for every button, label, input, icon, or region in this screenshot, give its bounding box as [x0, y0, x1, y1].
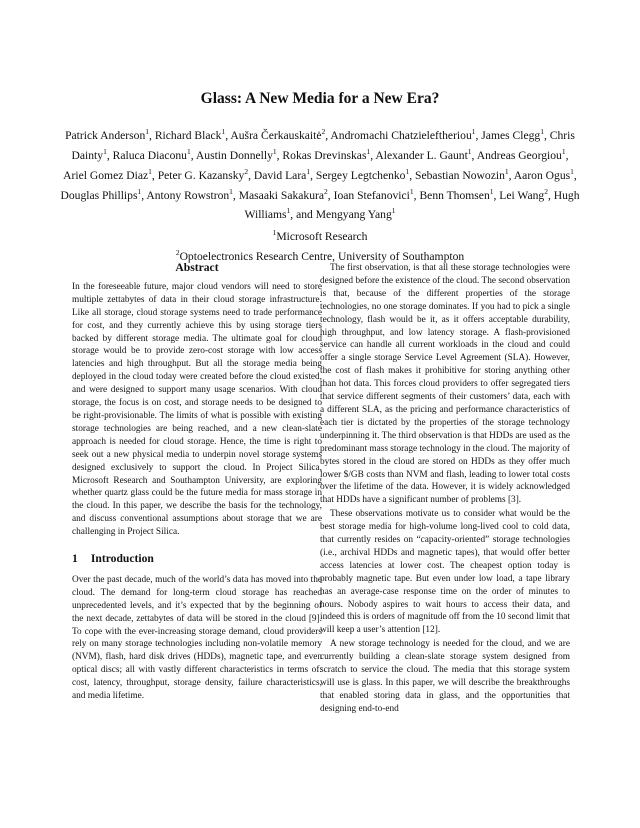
author-separator: , — [543, 128, 550, 142]
author-separator: , — [573, 168, 577, 182]
author-affiliation-marker: 1 — [366, 146, 371, 156]
author-affiliation-marker: 1 — [504, 166, 509, 176]
author-separator: , — [106, 148, 113, 162]
author-separator: , — [225, 128, 231, 142]
author-affiliation-marker: 1 — [286, 206, 291, 216]
author-name: Aaron Ogus — [513, 168, 571, 182]
affiliation-number: 2 — [175, 247, 180, 257]
author-affiliation-marker: 1 — [405, 166, 410, 176]
author-separator: , — [151, 168, 158, 182]
author-separator: , — [325, 128, 331, 142]
author-name: Mengyang Yang — [315, 208, 392, 222]
author-name: Peter G. Kazansky — [157, 168, 245, 182]
author-name: Andromachi Chatzieleftheriou — [330, 128, 472, 142]
author-name: Douglas Phillips — [60, 188, 138, 202]
author-affiliation-marker: 1 — [103, 146, 107, 156]
author-name: David Lara — [253, 168, 307, 182]
author-separator: , — [327, 188, 334, 202]
author-separator: , — [413, 188, 420, 202]
author-list — [60, 124, 580, 223]
author-separator: , — [248, 168, 254, 182]
author-affiliation-marker: 1 — [489, 186, 494, 196]
author-name: Lei Wang — [499, 188, 545, 202]
section-title: Introduction — [90, 552, 154, 566]
author-name: Sergey Legtchenko — [315, 168, 406, 182]
author-name: Alexander L. Gaunt — [375, 148, 468, 162]
author-separator: , — [409, 168, 416, 182]
author-name: Aušra Čerkauskaitė — [230, 128, 322, 142]
body-paragraph: A new storage technology is needed for the cloud, and we are currently building a clean-slate storage system designed from scratch to service the cloud. The media that this storage system will use is glass. In this paper, we will describe the breakthroughs that enabled storing data in glass, and the opportunities that designing end-to-end — [320, 639, 570, 714]
introduction-heading — [72, 553, 322, 566]
author-separator: , — [310, 168, 316, 182]
author-name: Ariel Gomez Diaz — [63, 168, 149, 182]
author-name: Chris Dainty — [71, 128, 575, 162]
author-affiliation-marker: 1 — [137, 186, 142, 196]
author-affiliation-marker: 1 — [471, 127, 476, 136]
author-affiliation-marker: 1 — [221, 127, 226, 136]
affiliation-name: Microsoft Research — [276, 229, 368, 243]
author-affiliation-marker: 1 — [570, 166, 574, 176]
affiliation-list — [60, 225, 580, 265]
author-separator: , — [370, 148, 376, 162]
author-affiliation-marker: 2 — [324, 186, 328, 196]
author-separator: , — [276, 148, 283, 162]
section-number: 1 — [72, 552, 78, 566]
author-affiliation-marker: 1 — [467, 146, 472, 156]
author-separator: , — [149, 128, 155, 142]
abstract-text: In the foreseeable future, major cloud vendors will need to store multiple zettabytes of data in their cloud storage infrastructure. Like all storage, cloud storage systems need to trade performance for cost, and they currently achieve this by using storage tiers backed by different storage media. The ultimate goal for cloud storage would be to provide zero-cost storage with low access latencies and high throughput. But all the storage media being deployed in the cloud today were created before the cloud existed, and were designed to support many usage scenarios. With cloud storage, the focus is on cost, and storage needs to be designed to be right-provisionable. The limits of what is possible with existing storage technologies are being reached, and a new clean-slate approach is needed for cloud storage. Hence, the time is right to seek out a new physical media to underpin novel storage systems designed exclusively to support the cloud. In Project Silica, Microsoft Research and Southampton University, are exploring whether quartz glass could be the future media for mass storage in the cloud. In this paper, we describe the basis for the technology, and discuss conventional assumptions about storage that we are challenging in Project Silica. — [72, 281, 322, 538]
author-separator: , — [141, 188, 147, 202]
author-affiliation-marker: 1 — [186, 146, 191, 156]
author-name: Sebastian Nowozin — [415, 168, 505, 182]
author-affiliation-marker: 1 — [391, 206, 396, 216]
author-affiliation-marker: 1 — [145, 127, 150, 136]
author-separator: , — [475, 128, 482, 142]
author-affiliation-marker: 1 — [148, 166, 152, 176]
author-name: James Clegg — [481, 128, 541, 142]
author-separator: , — [493, 188, 500, 202]
author-affiliation-marker: 1 — [272, 146, 277, 156]
left-column — [72, 262, 322, 703]
author-name: Benn Thomsen — [419, 188, 490, 202]
abstract-heading: Abstract — [175, 261, 219, 274]
body-paragraph: The first observation, is that all these storage technologies were designed before the existence of the cloud. The second observation is that, because of the different properties of the storage technologies, no one storage dominates. If you had to pick a single technology, flash would be it, as it offers acceptable durability, high throughput, and low latency storage. A flash-provisioned service can handle all current workloads in the cloud and could offer a single storage Service Level Agreement (SLA). However, the cost of flash makes it prohibitive for storing anything other than hot data. This forces cloud providers to offer segregated tiers that service different segments of their customers’ data, each with a different SLA, as the pricing and performance characteristics of each tier is dictated by the properties of the storage technology underpinning it. The third observation is that HDDs are used as the predominant mass storage technology in the cloud. The majority of bytes stored in the cloud are stored on HDDs as they offer much lower $/GB costs than NVM and flash, leading to lower total costs over the lifetime of the data. However, it is widely acknowledged that HDDs have a significant number of problems [3]. — [320, 263, 570, 506]
author-name: Raluca Diaconu — [112, 148, 187, 162]
author-name: Austin Donnelly — [195, 148, 273, 162]
paper-title: Glass: A New Media for a New Era? — [200, 90, 440, 107]
author-affiliation-marker: 1 — [409, 186, 414, 196]
author-affiliation-marker: 2 — [244, 166, 249, 176]
author-affiliation-marker: 2 — [544, 186, 548, 196]
author-affiliation-marker: 1 — [229, 186, 233, 196]
author-separator: , — [190, 148, 196, 162]
author-name: Ioan Stefanovici — [333, 188, 410, 202]
author-name: Antony Rowstron — [146, 188, 230, 202]
affiliation — [60, 225, 580, 245]
author-affiliation-marker: 2 — [321, 127, 326, 136]
author-affiliation-marker: 1 — [306, 166, 311, 176]
author-separator: , — [565, 148, 569, 162]
author-name: Masaaki Sakakura — [238, 188, 325, 202]
author-name: Hugh Williams — [244, 188, 580, 222]
author-name: Andreas Georgiou — [476, 148, 562, 162]
author-separator: , — [471, 148, 477, 162]
author-affiliation-marker: 1 — [540, 127, 544, 136]
author-separator: , — [232, 188, 239, 202]
author-name: Rokas Drevinskas — [282, 148, 367, 162]
affiliation-name: Optoelectronics Research Centre, University of Southampton — [179, 249, 465, 263]
author-name: Richard Black — [154, 128, 222, 142]
right-column — [320, 262, 570, 716]
introduction-paragraph-1: Over the past decade, much of the world’s data has moved into the cloud. The demand for long-term cloud storage has reached unprecedented levels, and it’s expected that by the beginning of the next decade, zettabytes of data will be stored in the cloud [9]. To cope with the ever-increasing storage demand, cloud providers rely on many storage technologies including non-volatile memory (NVM), flash, hard disk drives (HDDs), magnetic tape, and even optical discs; all with vastly different characteristics in terms of: cost, latency, throughput, storage density, failure characteristics, and media lifetime. — [72, 574, 322, 702]
author-name: Patrick Anderson — [65, 128, 146, 142]
affiliation-number: 1 — [272, 228, 277, 237]
author-separator: , — [508, 168, 514, 182]
author-separator: , and — [290, 208, 316, 222]
body-paragraph: These observations motivate us to consider what would be the best storage media for high-volume long-lived cool to cold data, that currently resides on “capacity-oriented” storage technologies (i.e., archival HDDs and magnetic tapes), that would offer better access latencies at lower cost. The cheapest option today is probably magnetic tape. But even under low load, a tape library has an average-case response time on the order of minutes to hours. Nobody aspires to wait hours to access their data, and indeed this is orders of magnitude off from the 10 second limit that will keep a user’s attention [12]. — [320, 509, 570, 636]
author-affiliation-marker: 1 — [561, 146, 566, 156]
author-separator: , — [547, 188, 554, 202]
